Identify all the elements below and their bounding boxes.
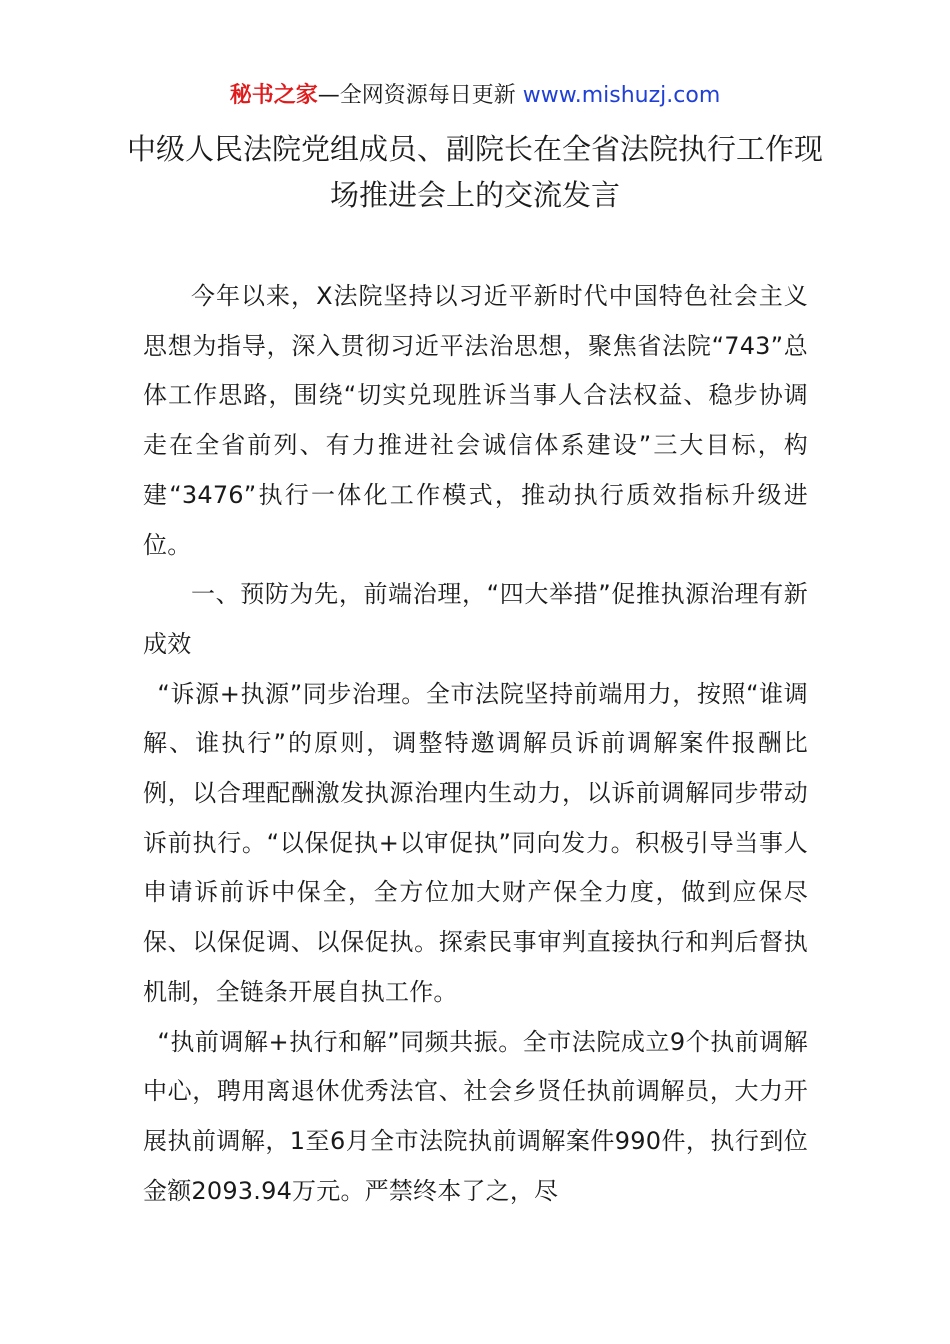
- header-tagline: —全网资源每日更新: [317, 83, 516, 108]
- site-url-link[interactable]: www.mishuzj.com: [522, 83, 721, 108]
- site-header: [0, 80, 950, 112]
- paragraph-source-governance: “诉源+执源”同步治理。全市法院坚持前端用力，按照“谁调解、谁执行”的原则，调整特邀调解员诉前调解案件报酬比例，以合理配酬激发执源治理内生动力，以诉前调解同步带动诉前执行。“以保促执+以审促执”同向发力。积极引导当事人申请诉前诉中保全，全方位加大财产保全力度，做到应保尽保、以保促调、以保促执。探索民事审判直接执行和判后督执机制，全链条开展自执工作。: [143, 679, 808, 1006]
- document-title: 中级人民法院党组成员、副院长在全省法院执行工作现场推进会上的交流发言: [126, 132, 823, 212]
- section-heading-1: 一、预防为先，前端治理，“四大举措”促推执源治理有新成效: [143, 580, 808, 658]
- brand-name: 秘书之家: [229, 83, 318, 108]
- document-body: [143, 272, 808, 1216]
- paragraph-mediation: “执前调解+执行和解”同频共振。全市法院成立9个执前调解中心，聘用离退休优秀法官、社会乡贤任执前调解员，大力开展执前调解，1至6月全市法院执前调解案件990件，执行到位金额2093.94万元。严禁终本了之，尽: [143, 1027, 808, 1205]
- paragraph-intro: 今年以来，X法院坚持以习近平新时代中国特色社会主义思想为指导，深入贯彻习近平法治思想，聚焦省法院“743”总体工作思路，围绕“切实兑现胜诉当事人合法权益、稳步协调走在全省前列、有力推进社会诚信体系建设”三大目标，构建“3476”执行一体化工作模式，推动执行质效指标升级进位。: [143, 282, 808, 559]
